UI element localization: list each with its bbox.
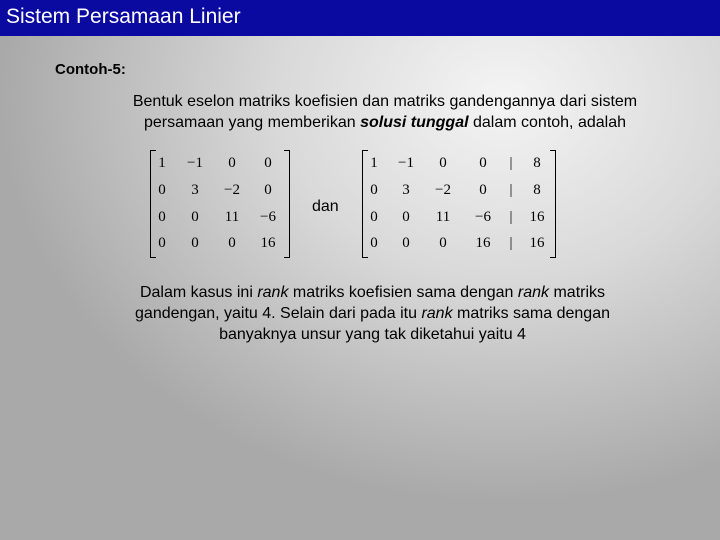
matrix-separator: |: [509, 235, 513, 251]
title-bar: [0, 0, 720, 36]
conclusion-text: matriks sama dengan: [452, 305, 610, 322]
matrix-cell: 0: [479, 182, 487, 198]
matrix-cell: 0: [402, 209, 410, 225]
connector-dan: dan: [312, 198, 339, 215]
matrix-cell: 3: [402, 182, 410, 198]
matrix-cell: 16: [529, 209, 545, 225]
matrix-cell: 3: [191, 182, 199, 198]
matrix-cell: 0: [264, 182, 272, 198]
matrix-cell: 0: [191, 209, 199, 225]
conclusion-line-3: banyaknya unsur yang tak diketahui yaitu 4: [219, 326, 526, 343]
example-label: Contoh-5:: [55, 61, 126, 78]
conclusion-line-2: [60, 303, 685, 324]
matrix-separator: |: [509, 155, 513, 171]
matrix-cell: 0: [158, 235, 166, 251]
matrix-cell: 0: [158, 209, 166, 225]
matrix-cell: −6: [260, 209, 276, 225]
emphasis-solusi-tunggal: solusi tunggal: [360, 114, 469, 131]
conclusion-text: Dalam kasus ini: [139, 284, 258, 301]
term-rank: rank: [517, 284, 550, 301]
matrix-cell: −1: [398, 155, 414, 171]
intro-line-1: Bentuk eselon matriks koefisien dan matriks gandengannya dari sistem: [132, 93, 638, 110]
intro-text: persamaan yang memberikan: [143, 114, 361, 131]
matrix-cell: −6: [475, 209, 491, 225]
matrix-cell: 16: [260, 235, 276, 251]
matrix-cell: 0: [439, 235, 447, 251]
right-bracket: [284, 150, 290, 258]
coefficient-matrix: [150, 150, 290, 256]
matrix-cell: 0: [439, 155, 447, 171]
matrix-cell: 0: [479, 155, 487, 171]
intro-text: dalam contoh, adalah: [468, 114, 626, 131]
matrix-cell: 0: [402, 235, 410, 251]
matrix-cell: 1: [158, 155, 166, 171]
conclusion-text: matriks koefisien sama dengan: [288, 284, 518, 301]
matrix-cell: 8: [533, 182, 541, 198]
matrix-cell: 8: [533, 155, 541, 171]
term-rank: rank: [421, 305, 453, 322]
term-rank: rank: [257, 284, 289, 301]
conclusion-text: gandengan, yaitu 4. Selain dari pada itu: [135, 305, 422, 322]
matrix-cell: −1: [187, 155, 203, 171]
matrix-cell: 0: [370, 182, 378, 198]
matrix-cell: 0: [158, 182, 166, 198]
augmented-matrix: [362, 150, 556, 256]
matrix-cell: 0: [228, 235, 236, 251]
conclusion-text: matriks: [549, 284, 606, 301]
matrix-cell: 0: [228, 155, 236, 171]
matrix-cell: −2: [435, 182, 451, 198]
matrix-cell: 1: [370, 155, 378, 171]
matrix-cell: 11: [224, 209, 240, 225]
conclusion-line-1: [60, 282, 685, 303]
matrix-cell: 0: [264, 155, 272, 171]
matrix-cell: 16: [529, 235, 545, 251]
intro-line-2: [60, 112, 710, 133]
matrix-cell: 0: [370, 235, 378, 251]
matrix-cell: 0: [370, 209, 378, 225]
matrix-cell: 0: [191, 235, 199, 251]
matrix-separator: |: [509, 182, 513, 198]
matrix-separator: |: [509, 209, 513, 225]
matrix-cell: 11: [435, 209, 451, 225]
matrix-cell: −2: [224, 182, 240, 198]
matrix-cell: 16: [475, 235, 491, 251]
slide-title: Sistem Persamaan Linier: [6, 5, 241, 28]
